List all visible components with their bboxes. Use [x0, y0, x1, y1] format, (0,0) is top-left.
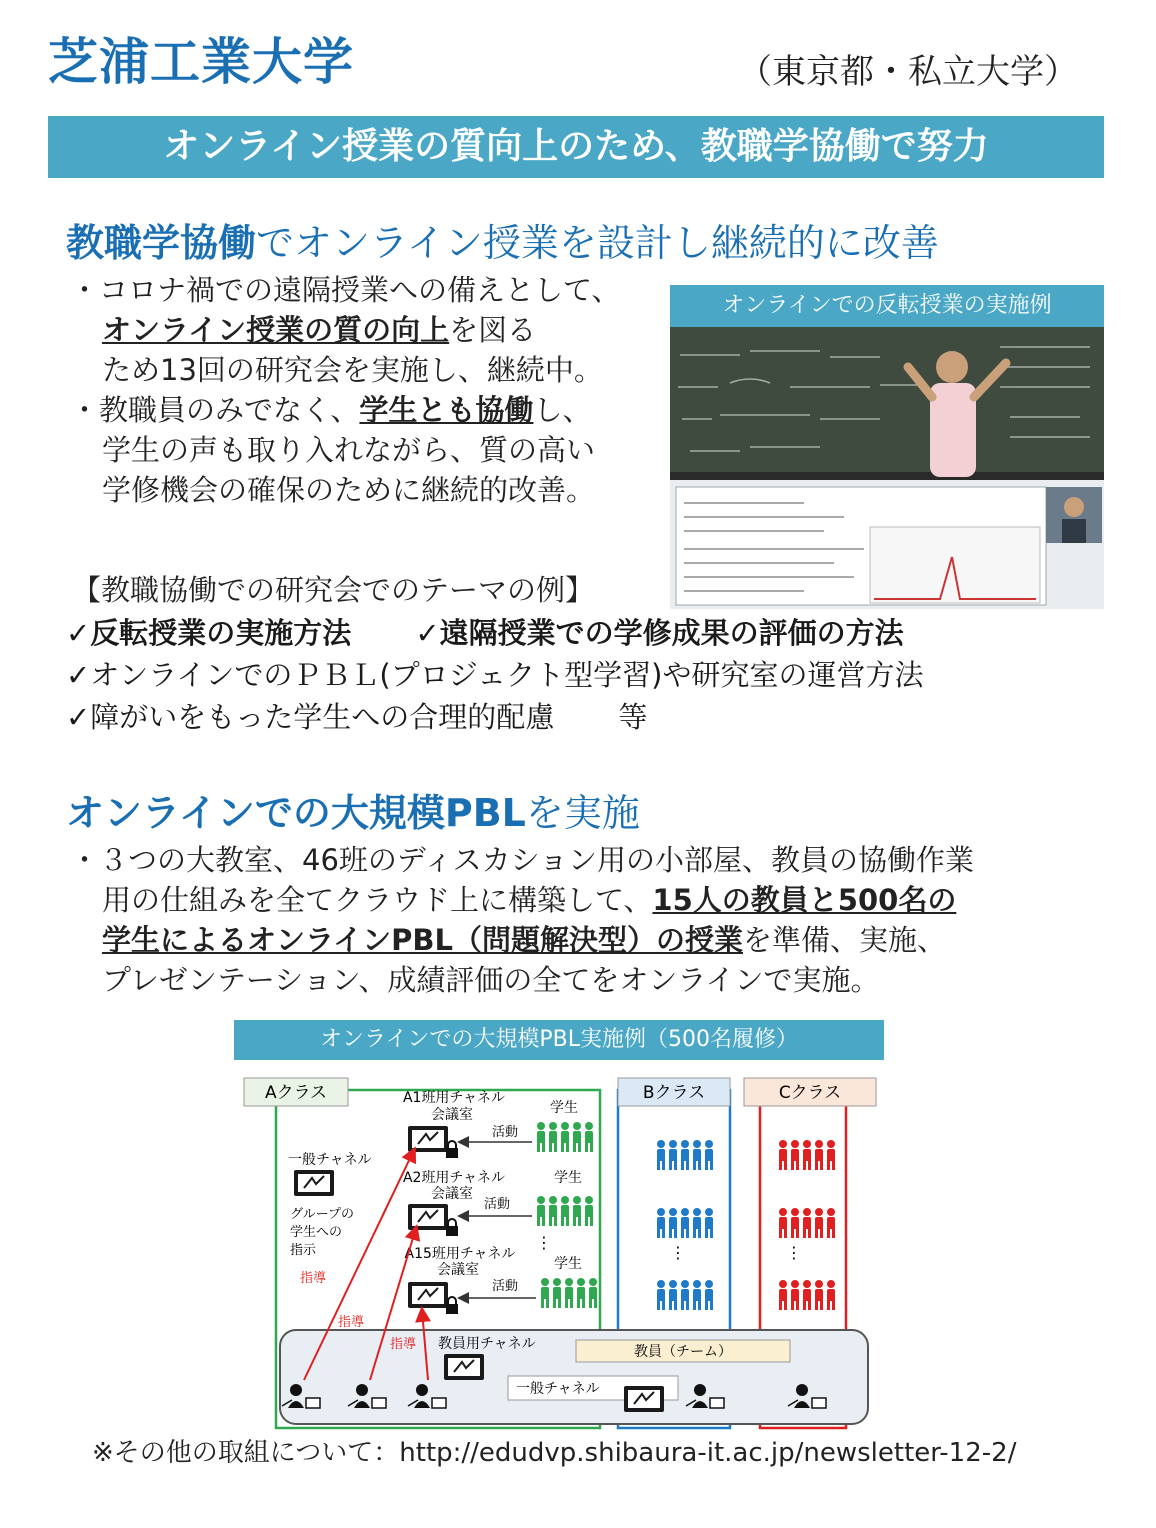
lecture-photo-illustration [670, 327, 1104, 609]
section1-heading [66, 212, 939, 267]
photo-caption: オンラインでの反転授業の実施例 [670, 285, 1104, 327]
c-students-icon-3 [779, 1280, 835, 1310]
guidance-label-1: 指導 [300, 1271, 327, 1286]
teacher-team-label: 教員（チーム） [634, 1344, 732, 1360]
section2-heading-rest: を実施 [525, 791, 640, 835]
a1-room-label: 会議室 [431, 1107, 473, 1123]
student-label-3: 学生 [554, 1256, 582, 1272]
bullet1-emphasis: オンライン授業の質の向上 [102, 313, 450, 347]
section2-line2-pre: 用の仕組みを全てクラウド上に構築して、 [102, 883, 653, 917]
class-a-label: Aクラス [264, 1083, 328, 1103]
a15-students-icon [541, 1278, 597, 1308]
bullet1-line2 [70, 310, 670, 350]
theme-assessment: ✓遠隔授業での学修成果の評価の方法 [415, 616, 904, 650]
a2-channel-label: A2班用チャネル [402, 1170, 506, 1186]
theme-flipped: ✓反転授業の実施方法 [66, 616, 352, 650]
bullet1-line3: ため13回の研究会を実施し、継続中。 [102, 353, 603, 387]
section2-emphasis-1: 15人の教員と500名の [652, 883, 957, 917]
section2-line2 [70, 880, 974, 920]
teacher-channel-label: 教員用チャネル [438, 1336, 536, 1352]
student-label-2: 学生 [554, 1170, 582, 1186]
pbl-structure-diagram [238, 1072, 880, 1432]
theme-accommodation: ✓障がいをもった学生への合理的配慮 [66, 700, 555, 734]
b-ellipsis: ⋮ [670, 1243, 686, 1262]
bullet2-emphasis: 学生とも協働 [359, 393, 534, 427]
teacher-channel-icon [444, 1354, 484, 1380]
a1-channel-label: A1班用チャネル [402, 1090, 506, 1106]
a1-students-icon [537, 1122, 593, 1152]
bullet2-line1-pre: ・教職員のみでなく、 [70, 393, 360, 427]
a15-room-label: 会議室 [437, 1262, 479, 1278]
activity-label-3: 活動 [492, 1279, 519, 1294]
bottom-general-channel-icon [624, 1386, 664, 1412]
footnote-link[interactable]: ※その他の取組について：http://edudvp.shibaura-it.ac.jp/newsletter-12-2/ [92, 1438, 1017, 1468]
c-students-icon-1 [779, 1140, 835, 1170]
bullet2-line1-post: し、 [533, 393, 592, 427]
section1-heading-rest: でオンライン授業を設計し継続的に改善 [256, 221, 939, 265]
bullet1-line1: ・コロナ禍での遠隔授業への備えとして、 [70, 273, 621, 307]
general-channel-label: 一般チャネル [288, 1152, 372, 1168]
a2-lock-icon [446, 1219, 458, 1236]
themes-heading: 【教職協働での研究会でのテーマの例】 [72, 573, 595, 607]
c-ellipsis: ⋮ [786, 1243, 802, 1262]
page-title: 芝浦工業大学 [48, 33, 354, 91]
student-label-1: 学生 [550, 1100, 578, 1116]
c-students-icon-2 [779, 1208, 835, 1238]
bullet1-line2-rest: を図る [449, 313, 537, 347]
diagram-caption: オンラインでの大規模PBL実施例（500名履修） [234, 1020, 884, 1060]
section2-body [70, 840, 974, 1000]
section2-line3-post: を準備、実施、 [742, 923, 946, 957]
guidance-label-2: 指導 [338, 1315, 365, 1330]
activity-label-2: 活動 [484, 1197, 511, 1212]
section2-line3 [70, 920, 974, 960]
a-ellipsis: ⋮ [536, 1233, 552, 1252]
guidance-label-3: 指導 [390, 1337, 417, 1352]
bullet2-line2: 学生の声も取り入れながら、質の高い [102, 433, 596, 467]
bottom-general-channel-label: 一般チャネル [516, 1381, 600, 1397]
theme-row-1 [66, 612, 923, 654]
group-note-2: 学生への [290, 1225, 343, 1240]
b-students-icon-3 [657, 1280, 713, 1310]
a15-channel-icon [408, 1282, 448, 1308]
section2-heading-bold: オンラインでの大規模PBL [66, 791, 526, 835]
b-students-icon-1 [657, 1140, 713, 1170]
themes-list [66, 612, 923, 738]
section2-heading [66, 782, 640, 837]
headline-banner: オンライン授業の質向上のため、教職学協働で努力 [48, 116, 1104, 178]
section1-heading-bold: 教職学協働 [66, 221, 257, 265]
section2-line4: プレゼンテーション、成績評価の全てをオンラインで実施。 [102, 963, 880, 997]
university-type: （東京都・私立大学） [738, 52, 1078, 92]
theme-row-3 [66, 696, 923, 738]
flipped-class-photo [670, 327, 1104, 609]
a15-channel-label: A15班用チャネル [404, 1246, 516, 1262]
class-b-label: Bクラス [642, 1083, 706, 1103]
theme-pbl: ✓オンラインでのＰＢＬ(プロジェクト型学習)や研究室の運営方法 [66, 658, 924, 692]
a1-lock-icon [446, 1141, 458, 1158]
group-note-1: グループの [290, 1207, 354, 1222]
bullet2-line3: 学修機会の確保のために継続的改善。 [102, 473, 596, 507]
a2-channel-icon [408, 1204, 448, 1230]
group-note-3: 指示 [290, 1243, 317, 1258]
b-students-icon-2 [657, 1208, 713, 1238]
general-channel-icon [294, 1170, 334, 1196]
bullet2-line1 [70, 390, 670, 430]
theme-etc: 等 [618, 700, 648, 734]
section1-bullets [70, 270, 670, 510]
a2-students-icon [537, 1196, 593, 1226]
a1-channel-icon [408, 1126, 448, 1152]
section2-line1: ・３つの大教室、46班のディスカション用の小部屋、教員の協働作業 [70, 843, 975, 877]
a2-room-label: 会議室 [431, 1186, 473, 1202]
section2-emphasis-2: 学生によるオンラインPBL（問題解決型）の授業 [102, 923, 743, 957]
class-c-label: Cクラス [778, 1083, 842, 1103]
activity-label-1: 活動 [492, 1125, 519, 1140]
a15-lock-icon [446, 1297, 458, 1314]
